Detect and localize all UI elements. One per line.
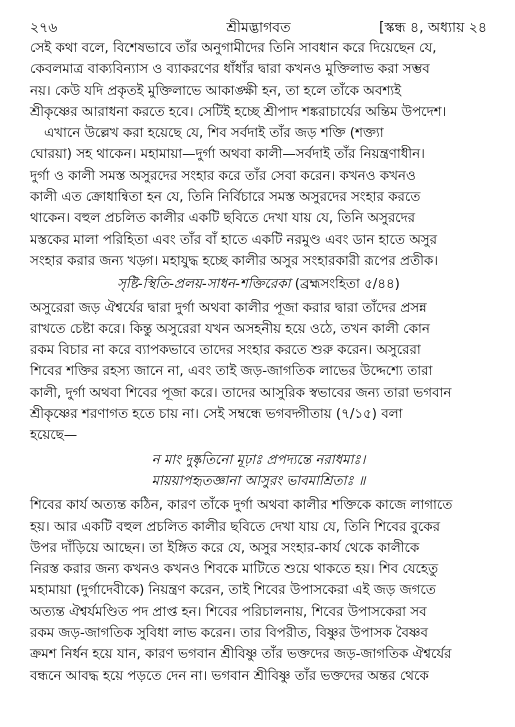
- text-line: উপর দাঁড়িয়ে আছেন। তা ইঙ্গিত করে যে, অসুর সংহার-কার্য থেকে কালীকে: [30, 540, 420, 556]
- book-title: শ্রীমদ্ভাগবত: [226, 20, 291, 36]
- text-line: কালী এত ক্রোধান্বিতা হন যে, তিনি নির্বিচারে সমস্ত অসুরদের সংহার করতে: [30, 190, 421, 206]
- text-line: শ্রীকৃষ্ণের আরাধনা করতে হবে। সেটিই হচ্ছে শ্রীপাদ শঙ্করাচার্যের অন্তিম উপদেশ।: [30, 104, 447, 120]
- text-line: ক্রমশ নির্ধন হয়ে যান, কারণ ভগবান শ্রীবিষ্ণু তাঁর ভক্তদের জড়-জাগতিক ঐশ্বর্যের: [30, 647, 452, 663]
- text-line: মস্তকের মালা পরিহিতা এবং তাঁর বাঁ হাতে একটি নরমুণ্ড এবং ডান হাতে অসুর: [30, 232, 438, 248]
- text-line: হয়েছে—: [30, 428, 78, 444]
- text-line: ঘোরয়া) সহ থাকেন। মহামায়া—দুর্গা অথবা কালী—সর্বদাই তাঁর নিয়ন্ত্রণাধীন।: [30, 147, 425, 163]
- text-line: সেই কথা বলে, বিশেষভাবে তাঁর অনুগামীদের তিনি সাবধান করে দিয়েছেন যে,: [30, 41, 437, 56]
- paragraph-4: [30, 495, 487, 687]
- text-line: রকম জড়-জাগতিক সুবিধা লাভ করেন। তার বিপরীত, বিষ্ণুর উপাসক বৈষ্ণব: [30, 626, 429, 642]
- citation-source: (ব্রহ্মসংহিতা ৫/৪৪): [294, 277, 400, 293]
- page-number: ২৭৬: [30, 20, 58, 36]
- text-line: সংহার করার জন্য খড়্গ। মহাযুদ্ধ হচ্ছে কালীর অসুর সংহারকারী রূপের প্রতীক।: [30, 253, 439, 269]
- text-line: অসুরেরা জড় ঐশ্বর্যের দ্বারা দুর্গা অথবা কালীর পূজা করার দ্বারা তাঁদের প্রসন্ন: [30, 300, 427, 316]
- text-line: মহামায়া (দুর্গাদেবীকে) নিয়ন্ত্রণ করেন, তাই শিবের উপাসকেরা এই জড় জগতে: [30, 583, 436, 599]
- text-line: শ্রীকৃষ্ণের শরণাগত হতে চায় না। সেই সম্বন্ধে ভগবদ্গীতায় (৭/১৫) বলা: [30, 407, 403, 423]
- scripture-citation: [30, 274, 487, 295]
- page-header: [30, 14, 487, 38]
- paragraph-2: [30, 123, 487, 272]
- chapter-location: [স্কন্ধ ৪, অধ্যায় ২৪: [378, 20, 487, 36]
- sanskrit-verse: [30, 450, 487, 493]
- text-line: দুর্গা ও কালী সমস্ত অসুরদের সংহার করে তাঁর সেবা করেন। কখনও কখনও: [30, 168, 416, 184]
- verse-line: মায়য়াপহৃতজ্ঞানা আসুরং ভাবমাশ্রিতাঃ ॥: [151, 473, 366, 489]
- text-line: এখানে উল্লেখ করা হয়েছে যে, শিব সর্বদাই তাঁর জড় শক্তি (শক্ত্যা: [44, 126, 384, 142]
- text-line: কেবলমাত্র বাক্যবিন্যাস ও ব্যাকরণের ধাঁধাঁর দ্বারা কখনও মুক্তিলাভ করা সম্ভব: [30, 62, 430, 78]
- text-line: থাকেন। বহুল প্রচলিত কালীর একটি ছবিতে দেখা যায় যে, তিনি অসুরদের: [30, 211, 415, 227]
- text-line: শিবের শক্তির রহস্য জানে না, এবং তাই জড়-জাগতিক লাভের উদ্দেশ্যে তারা: [30, 364, 433, 380]
- text-line: কালী, দুর্গা অথবা শিবের পূজা করে। তাদের আসুরিক স্বভাবের জন্য তারা ভগবান: [30, 385, 452, 401]
- citation-text: সৃষ্টি-স্থিতি-প্রলয়-সাধন-শক্তিরেকা: [117, 277, 291, 293]
- verse-line: ন মাং দুষ্কৃতিনো মূঢ়াঃ প্রপদ্যন্তে নরাধমাঃ।: [151, 452, 366, 468]
- paragraph-3: [30, 298, 487, 447]
- text-line: হয়। আর একটি বহুল প্রচলিত কালীর ছবিতে দেখা যায় যে, তিনি শিবের বুকের: [30, 519, 441, 535]
- text-line: রাখতে চেষ্টা করে। কিন্তু অসুরেরা যখন অসহনীয় হয়ে ওঠে, তখন কালী কোন: [30, 321, 430, 337]
- paragraph-1: [30, 38, 487, 123]
- text-line: শিবের কার্য অত্যন্ত কঠিন, কারণ তাঁকে দুর্গা অথবা কালীর শক্তিকে কাজে লাগাতে: [30, 498, 453, 514]
- text-line: নিরস্ত করার জন্য কখনও কখনও শিবকে মাটিতে শুয়ে থাকতে হয়। শিব যেহেতু: [30, 562, 439, 578]
- text-line: রকম বিচার না করে ব্যাপকভাবে তাদের সংহার করতে শুরু করেন। অসুরেরা: [30, 343, 421, 359]
- text-line: নয়। কেউ যদি প্রকৃতই মুক্তিলাভে আকাঙ্ক্ষী হন, তা হলে তাঁকে অবশ্যই: [30, 83, 402, 99]
- text-line: অত্যন্ত ঐশ্বর্যমণ্ডিত পদ প্রাপ্ত হন। শিবের পরিচালনায়, শিবের উপাসকেরা সব: [30, 604, 427, 620]
- text-line: বন্ধনে আবদ্ধ হয়ে পড়তে দেন না। ভগবান শ্রীবিষ্ণু তাঁর ভক্তদের অন্তর থেকে: [30, 668, 429, 684]
